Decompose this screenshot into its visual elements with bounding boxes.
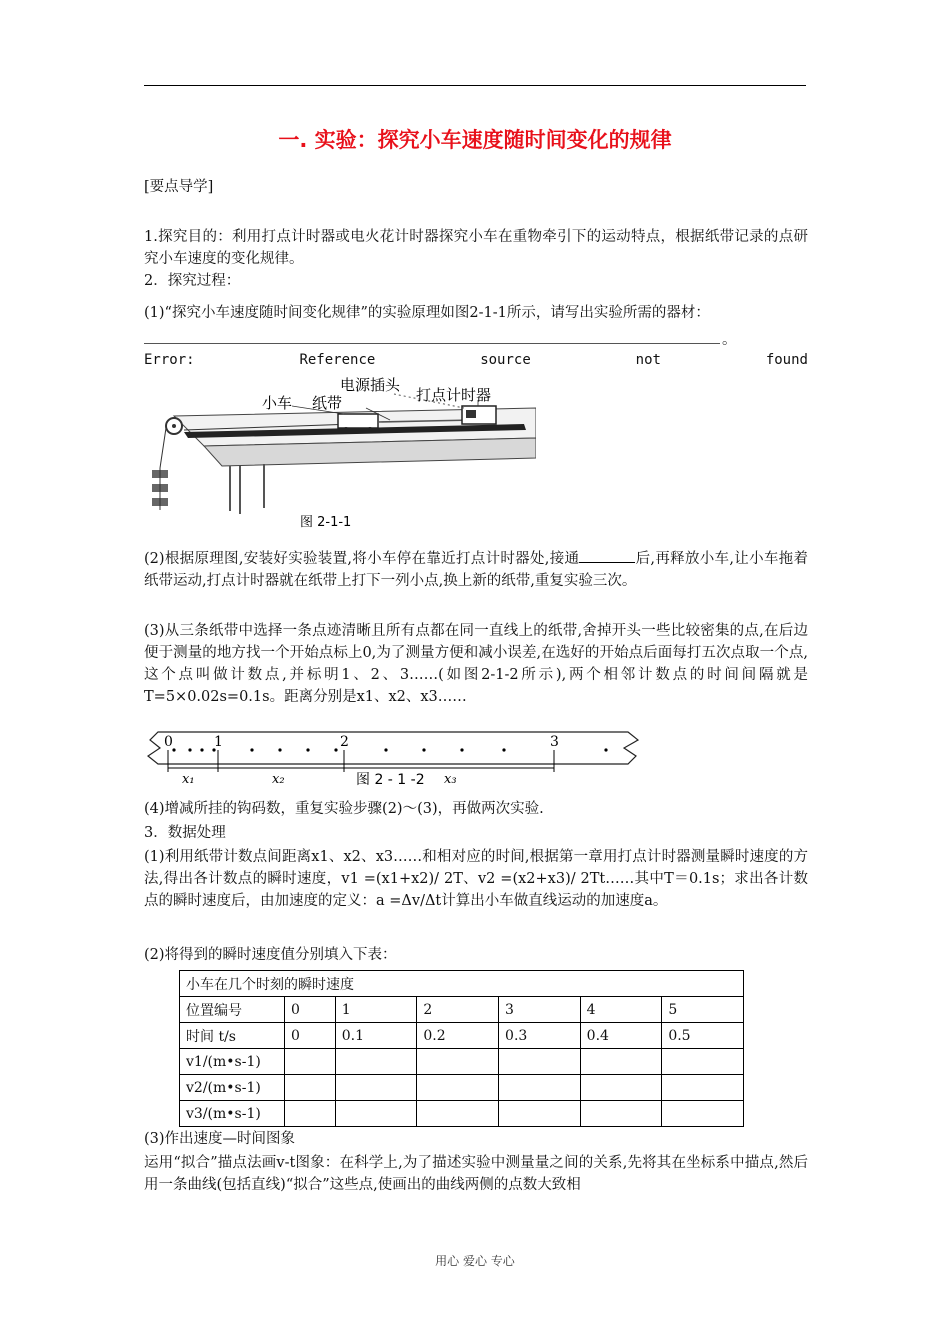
table-cell <box>580 1101 662 1127</box>
table-cell: 位置编号 <box>180 997 285 1023</box>
table-cell: v3/(m•s-1) <box>180 1101 285 1127</box>
error-reference <box>144 352 808 368</box>
step2-text-b: 后,再释放小车,让小车拖着纸带运动,打点计时器就在纸带上打下一列小点,换上新的纸带,重复实验三次。 <box>144 551 808 589</box>
table-cell: 1 <box>335 997 417 1023</box>
table-cell: 0.2 <box>417 1023 499 1049</box>
table-cell: 2 <box>417 997 499 1023</box>
tape-dot <box>604 748 607 751</box>
label-timer: 打点计时器 <box>416 386 492 404</box>
table-row <box>180 1023 744 1049</box>
table-cell <box>580 1075 662 1101</box>
fill-blank <box>579 548 635 563</box>
table-row <box>180 1075 744 1101</box>
table-cell <box>662 1101 744 1127</box>
paragraph-data-1: (1)利用纸带计数点间距离x1、x2、x3……和相对应的时间,根据第一章用打点计时器测量瞬时速度的方法,得出各计数点的瞬时速度，v1 =(x1+x2)/ 2T、v2 =(x2+x3)/ 2Tt……其中T＝0.1s；求出各计数点的瞬时速度后，由加速度的定义：a =Δv/Δt计算出小车做直线运动的加速度a。 <box>144 849 808 909</box>
point-label: 2 <box>340 734 349 750</box>
section-label: [要点导学] <box>144 179 214 195</box>
cart <box>338 414 378 428</box>
paragraph-process-heading: 2．探究过程： <box>144 273 241 289</box>
table-caption: 小车在几个时刻的瞬时速度 <box>180 971 744 997</box>
paragraph-vt-heading: (3)作出速度—时间图象 <box>144 1131 296 1147</box>
pulley-axle <box>172 424 176 428</box>
error-word: Error: <box>144 352 195 368</box>
cart-wheel <box>343 427 349 433</box>
paragraph-data-heading: 3．数据处理 <box>144 825 226 841</box>
label-plug: 电源插头 <box>340 376 401 394</box>
table-cell <box>285 1075 336 1101</box>
table-cell <box>499 1049 581 1075</box>
figure-caption: 图 2 - 1 -2 <box>356 772 425 786</box>
distance-label: x₁ <box>182 772 195 786</box>
label-tape: 纸带 <box>312 394 343 412</box>
table-cell <box>417 1075 499 1101</box>
timer-part <box>466 410 476 418</box>
cart-wheel <box>367 427 373 433</box>
tape-dot <box>422 748 425 751</box>
answer-blank-line <box>144 343 720 344</box>
tape-dot <box>200 748 203 751</box>
tape-dot <box>334 748 337 751</box>
paragraph-vt-body: 运用“拟合”描点法画v-t图象：在科学上,为了描述实验中测量量之间的关系,先将其在坐标系中描点,然后用一条曲线(包括直线)“拟合”这些点,使画出的曲线两侧的点数大致相 <box>144 1155 808 1193</box>
point-label: 0 <box>164 734 173 750</box>
tape-dot <box>502 748 505 751</box>
distance-label: x₃ <box>444 772 457 786</box>
table-cell <box>335 1101 417 1127</box>
label-car: 小车 <box>262 394 293 412</box>
tape-dot <box>460 748 463 751</box>
paragraph-step3: (3)从三条纸带中选择一条点迹清晰且所有点都在同一直线上的纸带,舍掉开头一些比较密集的点,在后边便于测量的地方找一个开始点标上0,为了测量方便和减小误差,在选好的开始点后面每打五次点取一个点,这个点叫做计数点,并标明1、2、3……(如图2-1-2所示),两个相邻计数点的时间间隔就是T=5×0.02s=0.1s。距离分别是x1、x2、x3…… <box>144 623 808 705</box>
table-cell: 0.4 <box>580 1023 662 1049</box>
table-row <box>180 1049 744 1075</box>
table-cell <box>285 1101 336 1127</box>
table-cell <box>662 1075 744 1101</box>
error-word: Reference <box>299 352 376 368</box>
velocity-table <box>179 970 744 1127</box>
table-cell <box>580 1049 662 1075</box>
table-cell: 0.1 <box>335 1023 417 1049</box>
table-row <box>180 1101 744 1127</box>
table-cell <box>285 1049 336 1075</box>
figure-caption: 图 2-1-1 <box>300 515 352 530</box>
table-cell: 0.3 <box>499 1023 581 1049</box>
table-cell: 4 <box>580 997 662 1023</box>
error-word: not <box>635 352 661 368</box>
apparatus-figure <box>144 376 536 534</box>
table-cell: 0 <box>285 997 336 1023</box>
step2-text-a: (2)根据原理图,安装好实验装置,将小车停在靠近打点计时器处,接通 <box>144 551 580 567</box>
page-footer: 用心 爱心 专心 <box>435 1254 515 1268</box>
header-rule <box>144 85 806 86</box>
paragraph-purpose: 1.探究目的：利用打点计时器或电火花计时器探究小车在重物牵引下的运动特点，根据纸带记录的点研究小车速度的变化规律。 <box>144 229 808 267</box>
table-row <box>180 997 744 1023</box>
table-cell <box>417 1049 499 1075</box>
error-word: found <box>765 352 808 368</box>
error-word: source <box>480 352 531 368</box>
tape-dot <box>384 748 387 751</box>
table-cell <box>499 1075 581 1101</box>
table-cell: 5 <box>662 997 744 1023</box>
table-cell <box>335 1075 417 1101</box>
tape-dot <box>306 748 309 751</box>
blank-period: 。 <box>722 332 737 348</box>
table-cell: v2/(m•s-1) <box>180 1075 285 1101</box>
table-caption-row <box>180 971 744 997</box>
tape-dot <box>188 748 191 751</box>
table-cell <box>499 1101 581 1127</box>
paragraph-step4: (4)增减所挂的钩码数，重复实验步骤(2)～(3)，再做两次实验. <box>144 801 544 817</box>
table-cell <box>662 1049 744 1075</box>
page-title: 一. 实验：探究小车速度随时间变化的规律 <box>278 128 672 152</box>
table-cell: 3 <box>499 997 581 1023</box>
paragraph-data-2: (2)将得到的瞬时速度值分别填入下表： <box>144 947 397 963</box>
tape-dot <box>278 748 281 751</box>
paragraph-principle: (1)“探究小车速度随时间变化规律”的实验原理如图2-1-1所示，请写出实验所需的器材： <box>144 305 710 321</box>
point-label: 3 <box>550 734 559 750</box>
table-cell: 时间 t/s <box>180 1023 285 1049</box>
table-cell <box>417 1101 499 1127</box>
paragraph-step2 <box>144 548 808 592</box>
point-label: 1 <box>214 734 223 750</box>
table-cell: 0 <box>285 1023 336 1049</box>
distance-label: x₂ <box>272 772 285 786</box>
table-cell <box>335 1049 417 1075</box>
string <box>160 428 166 468</box>
tape-dot <box>250 748 253 751</box>
paper-tape-figure <box>144 728 642 786</box>
table-cell: 0.5 <box>662 1023 744 1049</box>
table-cell: v1/(m•s-1) <box>180 1049 285 1075</box>
